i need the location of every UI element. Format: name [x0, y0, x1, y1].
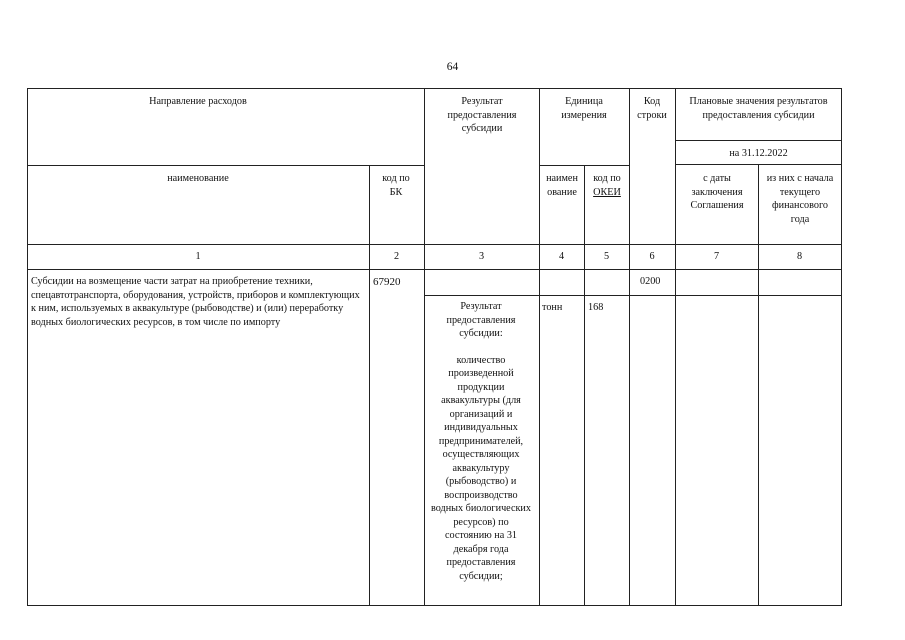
table-line: [27, 269, 842, 270]
header-okei-label: ОКЕИ: [593, 186, 621, 198]
header-planned: Плановые значения результатов предоставления субсидии: [689, 96, 828, 121]
header-result: Результат предоставления субсидии: [447, 96, 517, 134]
table-border-bottom: [27, 605, 842, 606]
table-line: [675, 88, 676, 606]
header-okei: [585, 172, 629, 199]
column-number: 1: [195, 251, 201, 262]
header-unit: Единица измерения: [561, 96, 607, 121]
column-number: 2: [393, 251, 400, 262]
table-border-right: [841, 88, 842, 606]
row-unit-name: тонн: [542, 302, 563, 313]
row-code: 0200: [640, 276, 661, 287]
table-line: [424, 88, 425, 606]
header-row-code: Код строки: [637, 96, 667, 121]
row-result-title: Результат предоставления субсидии:: [446, 301, 516, 339]
table-line: [758, 164, 759, 606]
row-bk-code: 67920: [373, 276, 401, 288]
column-number: 7: [713, 251, 720, 262]
table-line: [369, 165, 370, 606]
table-line: [539, 88, 540, 606]
table-border-left: [27, 88, 28, 606]
table-line: [27, 244, 842, 245]
table-line: [675, 140, 842, 141]
row-name: Субсидии на возмещение части затрат на приобретение техники, спецавтотранспорта, оборудования, устройств, приборов и комплектующих к ним, используемых в аквакультуре (рыбоводстве) и (или) переработку водных биологических ресурсов, в том числе по импорту: [31, 276, 360, 328]
table-line: [629, 88, 630, 606]
table-line: [27, 165, 424, 166]
page-number: 64: [446, 61, 459, 73]
header-name: наименование: [167, 173, 229, 184]
column-number: 4: [558, 251, 565, 262]
column-number: 5: [603, 251, 610, 262]
header-okei-prefix: код по: [593, 173, 621, 184]
table-border-top: [27, 88, 842, 89]
row-result: [429, 300, 533, 583]
header-date: на 31.12.2022: [729, 148, 788, 159]
header-bk-code: код по БК: [382, 173, 410, 198]
row-result-description: количество произведенной продукции аквакультуры (для организаций и индивидуальных предпринимателей, осуществляющих аквакультуру (рыбоводство) и воспроизводство водных биологических ресурсов) по состоянию на 31 декабря года предоставления субсидии;: [431, 354, 531, 582]
column-number: 8: [796, 251, 803, 262]
header-from-agreement: с даты заключения Соглашения: [690, 173, 744, 211]
header-of-which: из них с начала текущего финансового года: [766, 173, 834, 225]
column-number: 3: [478, 251, 485, 262]
table-line: [584, 165, 585, 606]
row-okei: 168: [588, 302, 604, 313]
table-line: [424, 295, 842, 296]
header-unit-name: наимен ование: [546, 173, 578, 198]
column-number: 6: [649, 251, 655, 262]
header-direction: Направление расходов: [149, 96, 247, 107]
